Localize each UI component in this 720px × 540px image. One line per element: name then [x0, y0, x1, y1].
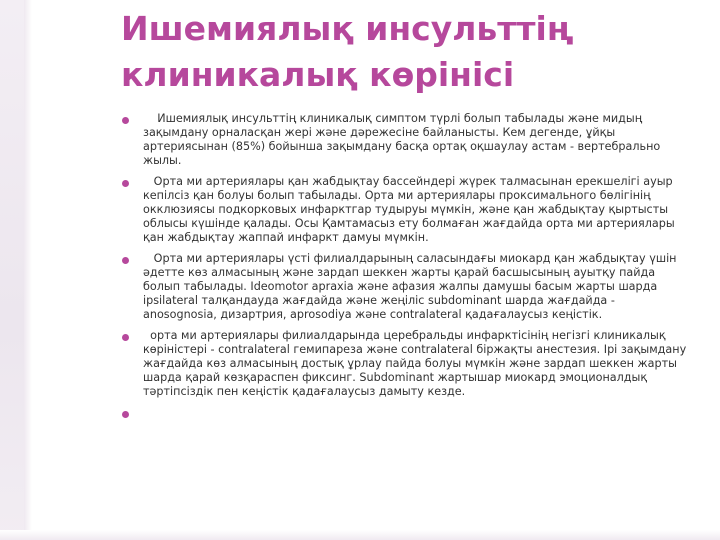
bullet-item: [122, 252, 688, 322]
bullet-dot-icon: [122, 117, 129, 124]
bullet-text: орта ми артериялары филиалдарында церебральды инфарктісінің негізгі клиникалық көріністері - contralateral гемипареза және contralateral біржақты анестезия. Ірі зақымдану жағдайда көз алмасының достық ұрлау пайда болуы мүмкін және зардап шеккен жарты шарда қарай көзқараспен фиксинг. Subdominant жартышар миокард эмоционалдық тәртіпсіздік пен кеңістік қадағалаусыз дамыту кезде.: [143, 329, 690, 398]
bottom-decorative-band: [0, 530, 720, 540]
bullet-text: Орта ми артериялары қан жабдықтау бассейндері жүрек талмасынан ерекшелігі ауыр кепілсіз қан болуы болып табылады. Орта ми артериялары проксимального бөлігінің окклюзиясы подкорковых инфарктгар тудыруы мүмкін, және қан жабдықтау қыртысты облысы күшінде қалады. Осы Қамтамасыз ету болмаған жағдайда орта ми артериялары қан жабдықтау жаппай инфаркт дамуы мүмкін.: [143, 175, 679, 244]
left-stripe-fade: [24, 0, 32, 540]
bullet-dot-icon: [122, 411, 129, 418]
bullet-text: Ишемиялық инсульттің клиникалық симптом түрлі болып табылады және мидың зақымдану орналасқан жері және дәрежесіне байланысты. Кем дегенде, ұйқы артериясынан (85%) бойынша зақымдану басқа ортақ оқшаулау астам - вертебрально жылы.: [143, 112, 664, 167]
slide-content: [122, 112, 688, 420]
bullet-item: [122, 112, 688, 168]
left-decorative-stripe: [0, 0, 24, 540]
bullet-dot-icon: [122, 334, 129, 341]
bullet-item: [122, 175, 688, 245]
bullet-text: Орта ми артериялары үсті филиалдарының саласындағы миокард қан жабдықтау үшін әдетте көз алмасының және зардап шеккен жарты қарай басшысының ауытқу пайда болып табылады. Ideomotor apraxia және афазия жалпы дамушы басым жарты шарда ipsilateral талқандауда жағдайда және жеңіліс subdominant шарда жағдайда - anosognosia, дизартрия, aprosodiya және contralateral қадағалаусыз кеңістік.: [143, 252, 681, 321]
bullet-item-empty: [122, 406, 688, 420]
slide-title: Ишемиялық инсульттің клиникалық көрінісі: [121, 9, 574, 94]
bullet-dot-icon: [122, 180, 129, 187]
bullet-item: [122, 329, 688, 399]
bullet-dot-icon: [122, 257, 129, 264]
